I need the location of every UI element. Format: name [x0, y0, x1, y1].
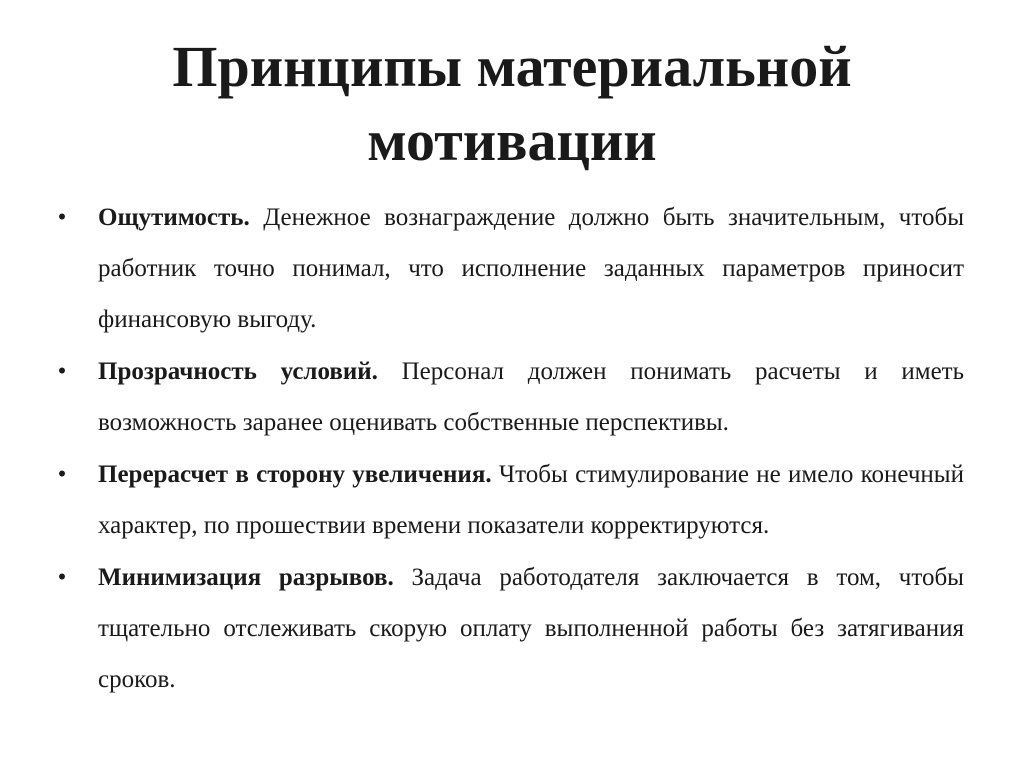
bullet-text: Чтобы стимулирование не имело конечный характер, по прошествии времени показатели корректируются.: [98, 461, 964, 539]
bullet-term: Ощутимость.: [98, 204, 250, 231]
bullet-text: Денежное вознаграждение должно быть значительным, чтобы работник точно понимал, что исполнение заданных параметров приносит финансовую выгоду.: [98, 204, 964, 333]
bullet-item-2: [57, 346, 964, 448]
bullet-term: Минимизация разрывов.: [98, 564, 394, 591]
bullet-icon: •: [57, 461, 67, 488]
bullet-text: Персонал должен понимать расчеты и иметь возможность заранее оценивать собственные перспективы.: [98, 358, 964, 436]
slide-title: Принципы материальной мотивации: [172, 34, 852, 173]
bullet-icon: •: [57, 204, 67, 231]
bullet-item-4: [57, 552, 964, 705]
bullet-item-3: [57, 449, 964, 551]
bullet-icon: •: [57, 564, 67, 591]
bullet-item-1: [57, 192, 964, 345]
bullet-icon: •: [57, 358, 67, 385]
bullet-term: Перерасчет в сторону увеличения.: [98, 461, 492, 488]
bullet-term: Прозрачность условий.: [98, 358, 378, 385]
bullet-list: [57, 192, 964, 706]
bullet-text: Задача работодателя заключается в том, чтобы тщательно отслеживать скорую оплату выполненной работы без затягивания сроков.: [98, 564, 964, 693]
